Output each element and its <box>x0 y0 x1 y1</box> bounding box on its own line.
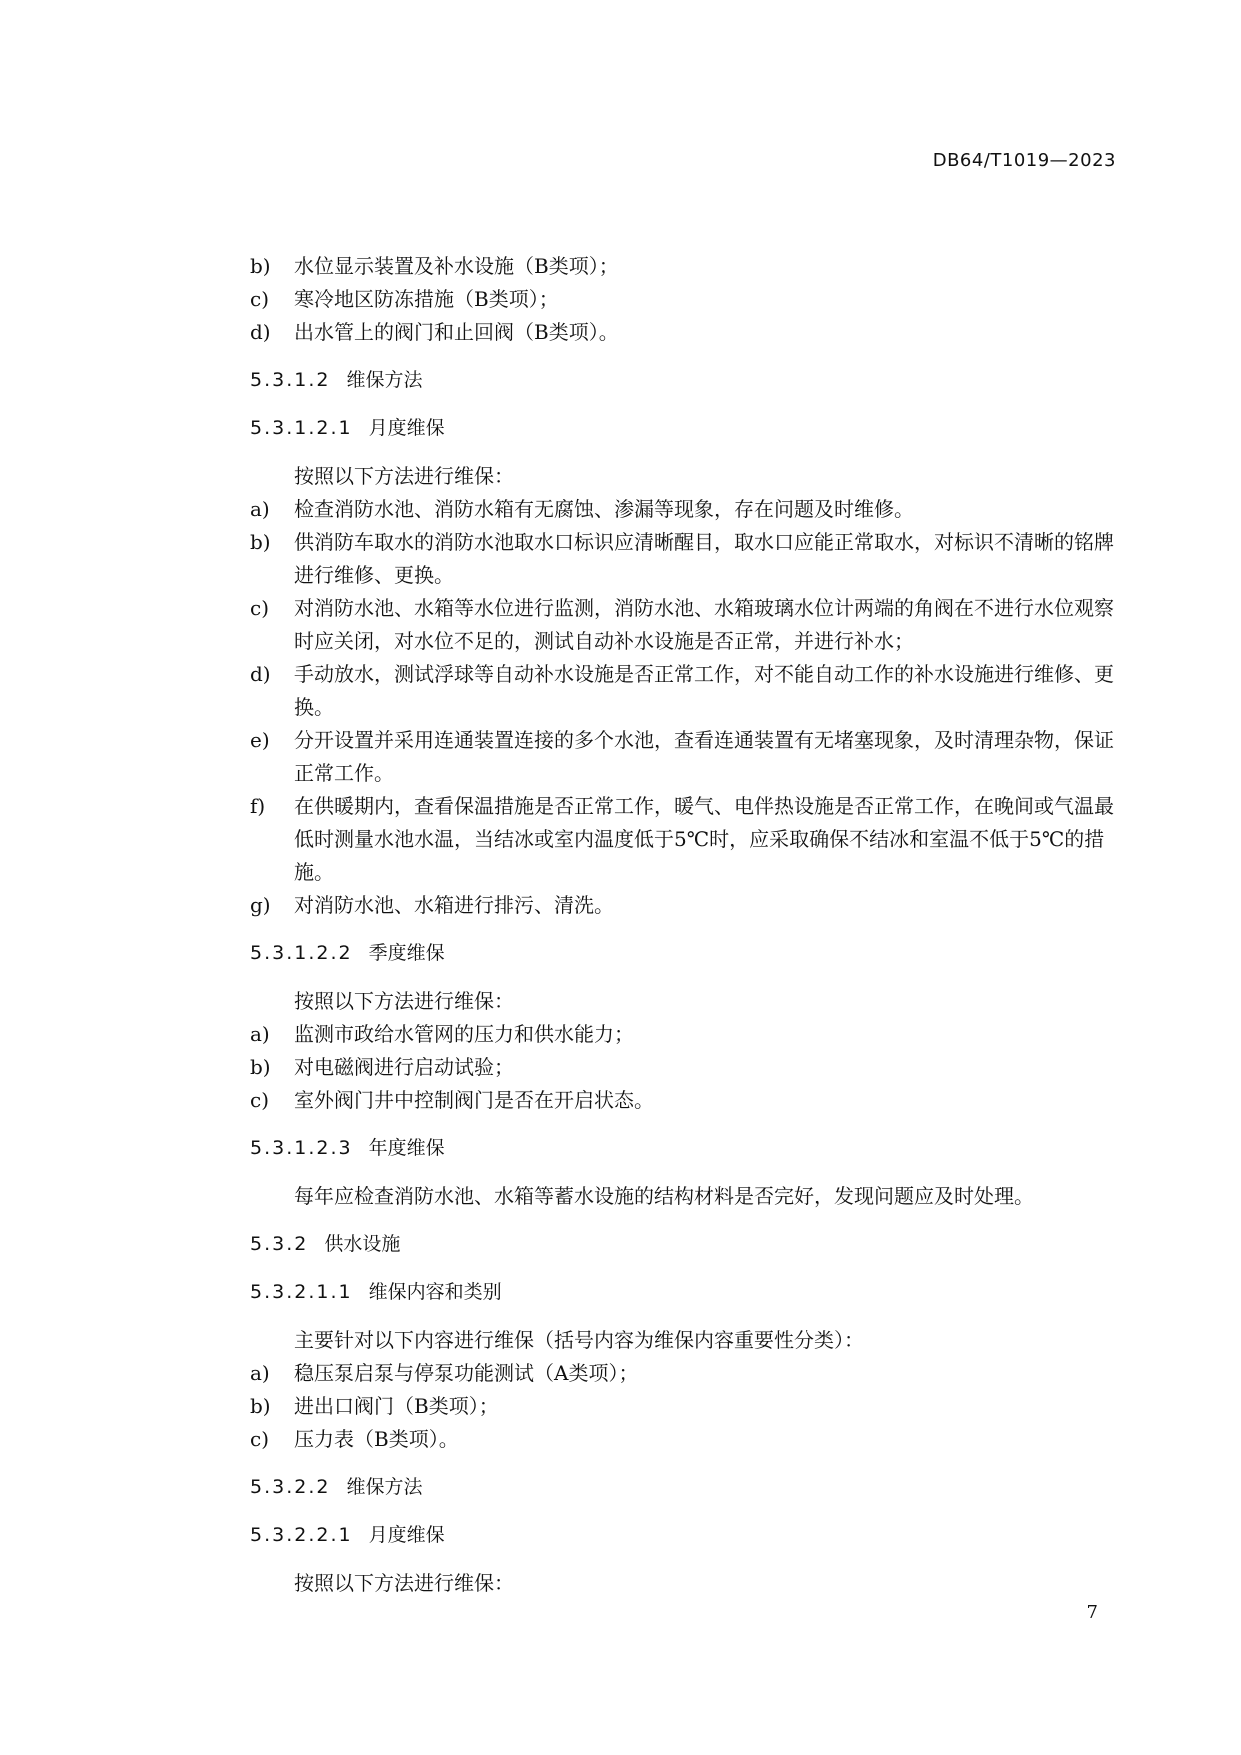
list-marker: b) <box>250 530 271 554</box>
list-marker: b) <box>250 254 271 278</box>
section-title: 维保方法 <box>346 369 423 391</box>
list-item-text: 水位显示装置及补水设施（B类项）； <box>294 254 619 278</box>
section-title: 月度维保 <box>368 1524 445 1546</box>
list-item-text: 对消防水池、水箱进行排污、清洗。 <box>294 893 614 917</box>
section-heading <box>250 1132 1118 1165</box>
section-heading <box>250 1276 1118 1309</box>
list-marker: a) <box>250 1361 270 1385</box>
list-item <box>250 1390 1118 1423</box>
list-item-text: 手动放水，测试浮球等自动补水设施是否正常工作，对不能自动工作的补水设施进行维修、更换。 <box>294 662 1114 719</box>
list-item <box>250 889 1118 922</box>
list-item-text: 进出口阀门（B类项）； <box>294 1394 499 1418</box>
list-item <box>250 1051 1118 1084</box>
section-heading <box>250 1519 1118 1552</box>
section-title: 年度维保 <box>368 1137 445 1159</box>
section-title: 月度维保 <box>368 417 445 439</box>
list-item-text: 寒冷地区防冻措施（B类项）； <box>294 287 559 311</box>
list-marker: e) <box>250 728 270 752</box>
paragraph: 按照以下方法进行维保： <box>294 1571 514 1595</box>
section-number: 5.3.2.2.1 <box>250 1524 353 1546</box>
list-item-text: 在供暖期内，查看保温措施是否正常工作，暖气、电伴热设施是否正常工作，在晚间或气温最低时测量水池水温，当结冰或室内温度低于5℃时，应采取确保不结冰和室温不低于5℃的措施。 <box>294 794 1114 884</box>
list-item <box>250 526 1118 592</box>
list-item-text: 供消防车取水的消防水池取水口标识应清晰醒目，取水口应能正常取水，对标识不清晰的铭牌进行维修、更换。 <box>294 530 1114 587</box>
list-item-text: 对电磁阀进行启动试验； <box>294 1055 514 1079</box>
list-marker: b) <box>250 1394 271 1418</box>
section-number: 5.3.2.1.1 <box>250 1281 353 1303</box>
list-marker: a) <box>250 1022 270 1046</box>
section-heading <box>250 937 1118 970</box>
paragraph: 每年应检查消防水池、水箱等蓄水设施的结构材料是否完好，发现问题应及时处理。 <box>294 1184 1034 1208</box>
document-body <box>250 250 1118 1600</box>
section-heading <box>250 1471 1118 1504</box>
list-marker: g) <box>250 893 271 917</box>
list-marker: c) <box>250 1088 270 1112</box>
list-marker: c) <box>250 1427 270 1451</box>
list-item <box>250 316 1118 349</box>
list-item <box>250 493 1118 526</box>
list-marker: a) <box>250 497 270 521</box>
section-title: 供水设施 <box>324 1233 401 1255</box>
list-marker: b) <box>250 1055 271 1079</box>
list-item-text: 稳压泵启泵与停泵功能测试（A类项）； <box>294 1361 639 1385</box>
list-item-text: 分开设置并采用连通装置连接的多个水池，查看连通装置有无堵塞现象，及时清理杂物，保证正常工作。 <box>294 728 1114 785</box>
list-item <box>250 1357 1118 1390</box>
list-item-text: 对消防水池、水箱等水位进行监测，消防水池、水箱玻璃水位计两端的角阀在不进行水位观察时应关闭，对水位不足的，测试自动补水设施是否正常，并进行补水； <box>294 596 1114 653</box>
section-number: 5.3.1.2.2 <box>250 942 353 964</box>
list-item-text: 监测市政给水管网的压力和供水能力； <box>294 1022 634 1046</box>
list-marker: d) <box>250 662 271 686</box>
list-item <box>250 250 1118 283</box>
section-heading <box>250 412 1118 445</box>
section-number: 5.3.2 <box>250 1233 309 1255</box>
section-number: 5.3.1.2.3 <box>250 1137 353 1159</box>
paragraph: 按照以下方法进行维保： <box>294 464 514 488</box>
list-item-text: 室外阀门井中控制阀门是否在开启状态。 <box>294 1088 654 1112</box>
page-number: 7 <box>1086 1602 1098 1623</box>
list-item-text: 出水管上的阀门和止回阀（B类项）。 <box>294 320 619 344</box>
list-item-text: 检查消防水池、消防水箱有无腐蚀、渗漏等现象，存在问题及时维修。 <box>294 497 914 521</box>
list-item <box>250 1423 1118 1456</box>
section-number: 5.3.1.2.1 <box>250 417 353 439</box>
list-marker: f) <box>250 794 266 818</box>
paragraph: 按照以下方法进行维保： <box>294 989 514 1013</box>
list-item-text: 压力表（B类项）。 <box>294 1427 459 1451</box>
section-title: 维保方法 <box>346 1476 423 1498</box>
list-marker: c) <box>250 287 270 311</box>
list-item <box>250 1018 1118 1051</box>
section-title: 维保内容和类别 <box>368 1281 502 1303</box>
section-heading <box>250 364 1118 397</box>
list-item <box>250 1084 1118 1117</box>
document-code: DB64/T1019—2023 <box>932 150 1116 171</box>
paragraph: 主要针对以下内容进行维保（括号内容为维保内容重要性分类）： <box>294 1328 864 1352</box>
list-marker: c) <box>250 596 270 620</box>
list-item <box>250 592 1118 658</box>
list-item <box>250 724 1118 790</box>
list-item <box>250 658 1118 724</box>
section-title: 季度维保 <box>368 942 445 964</box>
section-number: 5.3.2.2 <box>250 1476 331 1498</box>
list-marker: d) <box>250 320 271 344</box>
section-number: 5.3.1.2 <box>250 369 331 391</box>
list-item <box>250 790 1118 889</box>
section-heading <box>250 1228 1118 1261</box>
list-item <box>250 283 1118 316</box>
